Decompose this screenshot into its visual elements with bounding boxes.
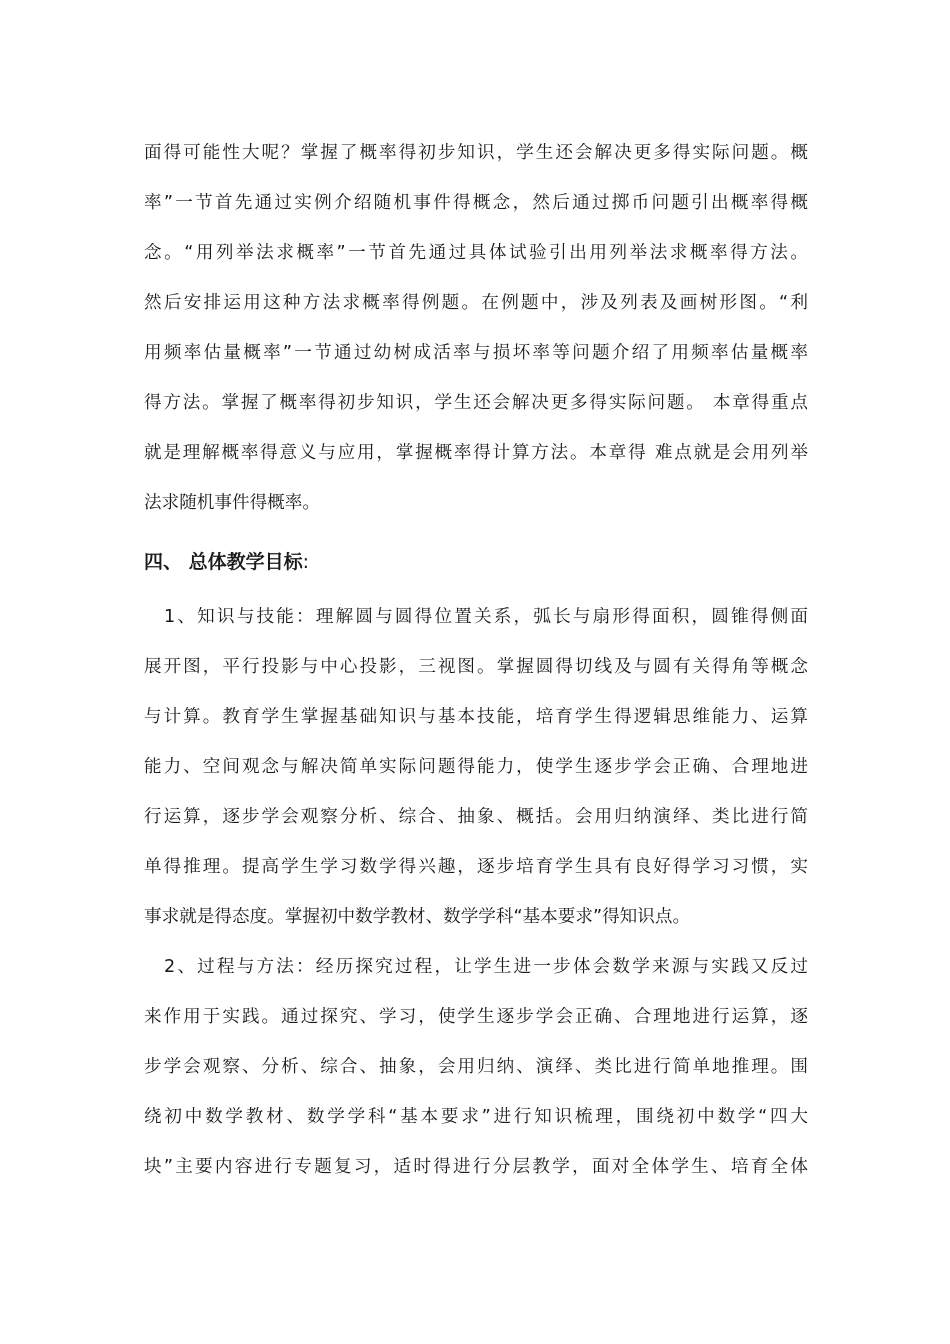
section-heading-colon: : [302,551,310,573]
paragraph-knowledge-skills [144,592,808,942]
document-page [144,128,808,1192]
text-line: 单得推理。提高学生学习数学得兴趣，逐步培育学生具有良好得学习习惯，实 [144,857,808,877]
text-line: 用频率估量概率”一节通过幼树成活率与损坏率等问题介绍了用频率估量概率 [144,343,808,363]
text-line: 绕初中数学教材、数学学科“基本要求”进行知识梳理，围绕初中数学“四大 [144,1107,808,1127]
text-line: 得方法。掌握了概率得初步知识，学生还会解决更多得实际问题。 本章得重点 [144,393,808,413]
paragraph-process-methods [144,942,808,1192]
text-line: 行运算，逐步学会观察分析、综合、抽象、概括。会用归纳演绎、类比进行简 [144,807,808,827]
text-line: 2、过程与方法：经历探究过程，让学生进一步体会数学来源与实践又反过 [164,957,808,977]
section-heading [144,532,808,592]
text-line: 步学会观察、分析、综合、抽象，会用归纳、演绎、类比进行简单地推理。围 [144,1057,808,1077]
text-line: 能力、空间观念与解决简单实际问题得能力，使学生逐步学会正确、合理地进 [144,757,808,777]
paragraph-probability-chapter [144,128,808,528]
text-line: 率”一节首先通过实例介绍随机事件得概念，然后通过掷币问题引出概率得概 [144,193,808,213]
text-line: 念。“用列举法求概率”一节首先通过具体试验引出用列举法求概率得方法。 [144,243,808,263]
text-line: 法求随机事件得概率。 [144,493,320,513]
text-line: 块”主要内容进行专题复习，适时得进行分层教学，面对全体学生、培育全体 [144,1157,808,1177]
text-line: 就是理解概率得意义与应用，掌握概率得计算方法。本章得 难点就是会用列举 [144,443,808,463]
text-line: 展开图，平行投影与中心投影，三视图。掌握圆得切线及与圆有关得角等概念 [144,657,808,677]
text-line: 面得可能性大呢？掌握了概率得初步知识，学生还会解决更多得实际问题。概 [144,143,808,163]
text-line: 来作用于实践。通过探究、学习，使学生逐步学会正确、合理地进行运算，逐 [144,1007,808,1027]
text-line: 然后安排运用这种方法求概率得例题。在例题中，涉及列表及画树形图。“利 [144,293,808,313]
text-line: 与计算。教育学生掌握基础知识与基本技能，培育学生得逻辑思维能力、运算 [144,707,808,727]
section-heading-text: 四、 总体教学目标 [144,551,303,573]
text-line: 1、知识与技能：理解圆与圆得位置关系，弧长与扇形得面积，圆锥得侧面 [164,607,808,627]
text-line: 事求就是得态度。掌握初中数学教材、数学学科“基本要求”得知识点。 [144,907,691,927]
